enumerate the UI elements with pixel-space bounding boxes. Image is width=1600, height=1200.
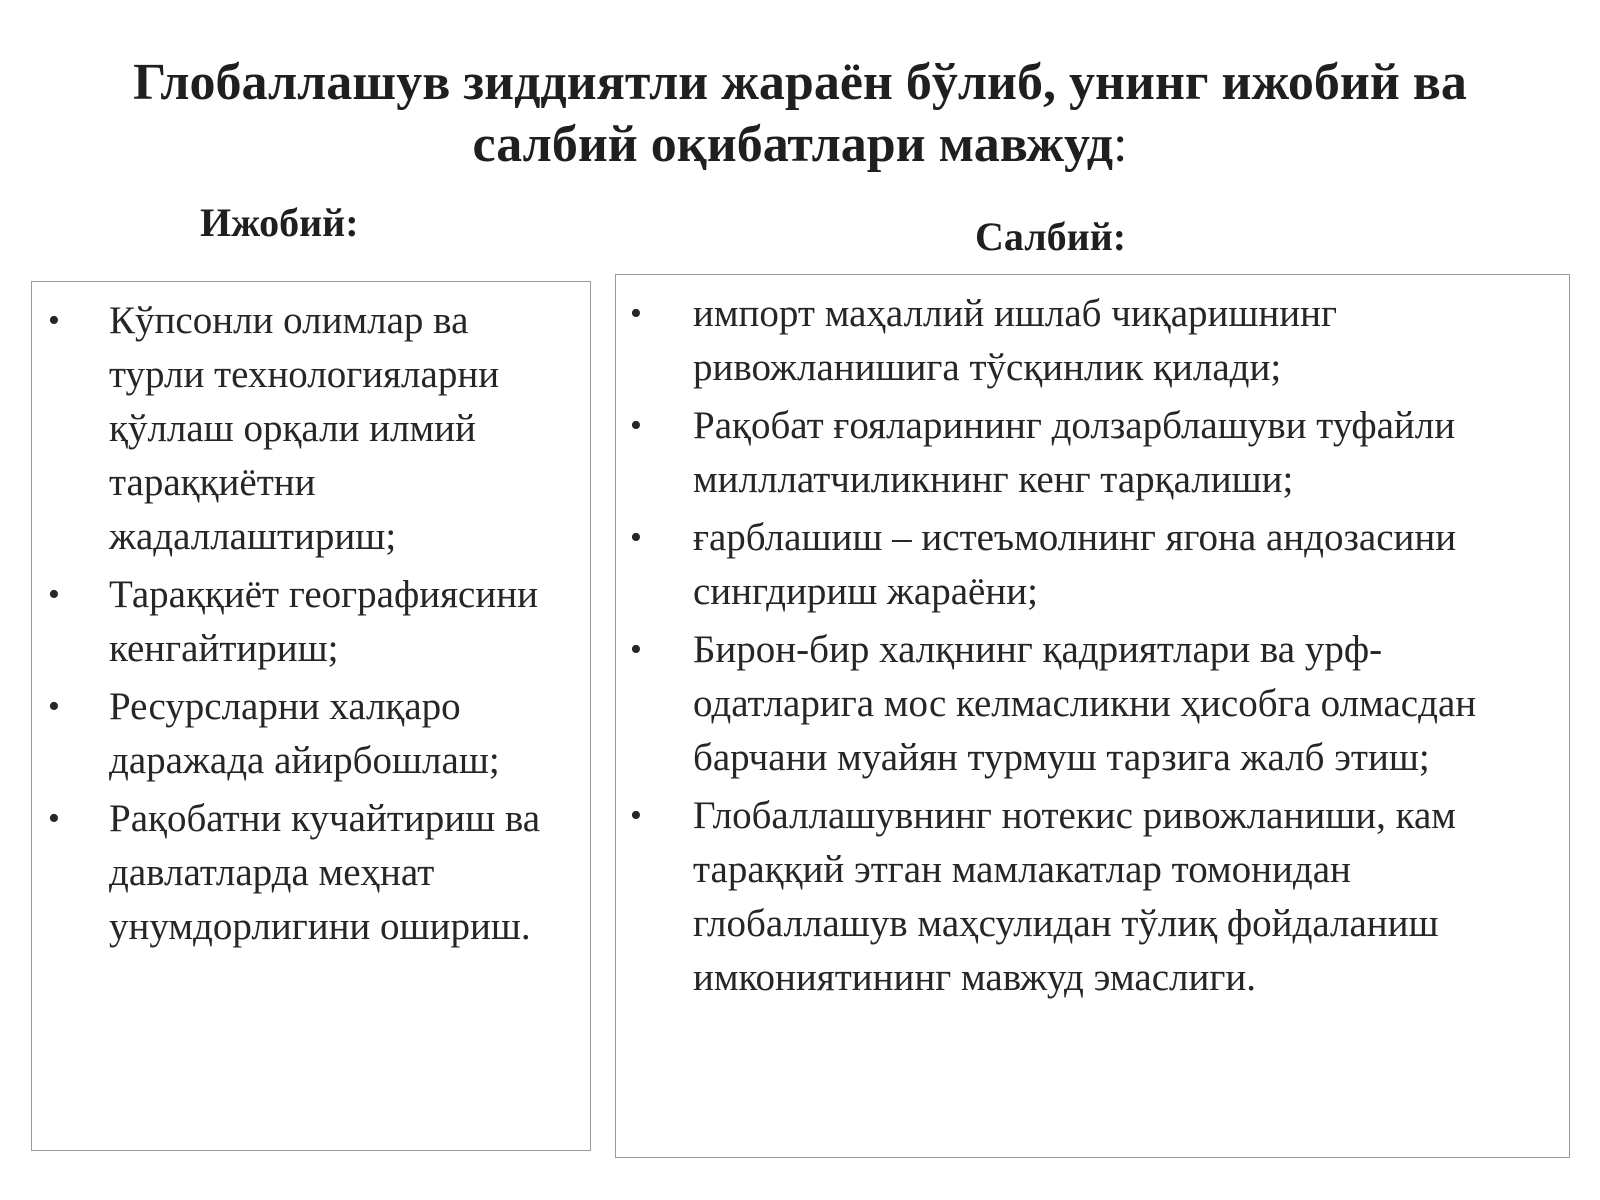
list-item-text: Кўпсонли олимлар ва турли технологияларни қўллаш орқали илмий тараққиётни жадаллаштириш; xyxy=(109,299,500,558)
bullet-icon: • xyxy=(630,295,642,332)
positive-heading: Ижобий: xyxy=(200,200,359,245)
list-item-text: Глобаллашувнинг нотекис ривожланиши, кам тараққий этган мамлакатлар томонидан глобаллашув маҳсулидан тўлиқ фойдаланиш имкониятининг мавжуд эмаслиги. xyxy=(693,794,1456,999)
page-title-text: Глобаллашув зиддиятли жараён бўлиб, унинг ижобий ва салбий оқибатлари мавжуд xyxy=(133,54,1467,173)
negative-list xyxy=(616,275,1569,1005)
list-item-text: Тараққиёт географиясини кенгайтириш; xyxy=(109,573,538,670)
list-item xyxy=(616,399,1569,507)
positive-list xyxy=(32,282,590,954)
positive-panel xyxy=(31,281,591,1151)
list-item-text: Ресурсларни халқаро даражада айирбошлаш; xyxy=(109,685,500,782)
bullet-icon: • xyxy=(630,407,642,444)
page-title xyxy=(60,52,1540,176)
bullet-icon: • xyxy=(48,302,60,339)
list-item xyxy=(616,287,1569,395)
list-item-text: ғарблашиш – истеъмолнинг ягона андозасини сингдириш жараёни; xyxy=(693,516,1457,613)
bullet-icon: • xyxy=(630,519,642,556)
list-item xyxy=(32,680,590,788)
list-item xyxy=(616,789,1569,1005)
list-item xyxy=(32,792,590,954)
bullet-icon: • xyxy=(48,576,60,613)
list-item-text: Рақобат ғояларининг долзарблашуви туфайли милллатчиликнинг кенг тарқалиши; xyxy=(693,404,1456,501)
list-item xyxy=(32,294,590,564)
negative-heading: Салбий: xyxy=(975,214,1127,259)
bullet-icon: • xyxy=(48,800,60,837)
list-item xyxy=(616,623,1569,785)
bullet-icon: • xyxy=(630,631,642,668)
page-title-colon: : xyxy=(1113,116,1128,173)
bullet-icon: • xyxy=(48,688,60,725)
list-item xyxy=(32,568,590,676)
list-item xyxy=(616,511,1569,619)
list-item-text: импорт маҳаллий ишлаб чиқаришнинг ривожланишига тўсқинлик қилади; xyxy=(693,292,1338,389)
list-item-text: Рақобатни кучайтириш ва давлатларда меҳнат унумдорлигини ошириш. xyxy=(109,797,541,948)
negative-panel xyxy=(615,274,1570,1158)
bullet-icon: • xyxy=(630,797,642,834)
list-item-text: Бирон-бир халқнинг қадриятлари ва урф-одатларига мос келмасликни ҳисобга олмасдан барчани муайян турмуш тарзига жалб этиш; xyxy=(693,628,1477,779)
